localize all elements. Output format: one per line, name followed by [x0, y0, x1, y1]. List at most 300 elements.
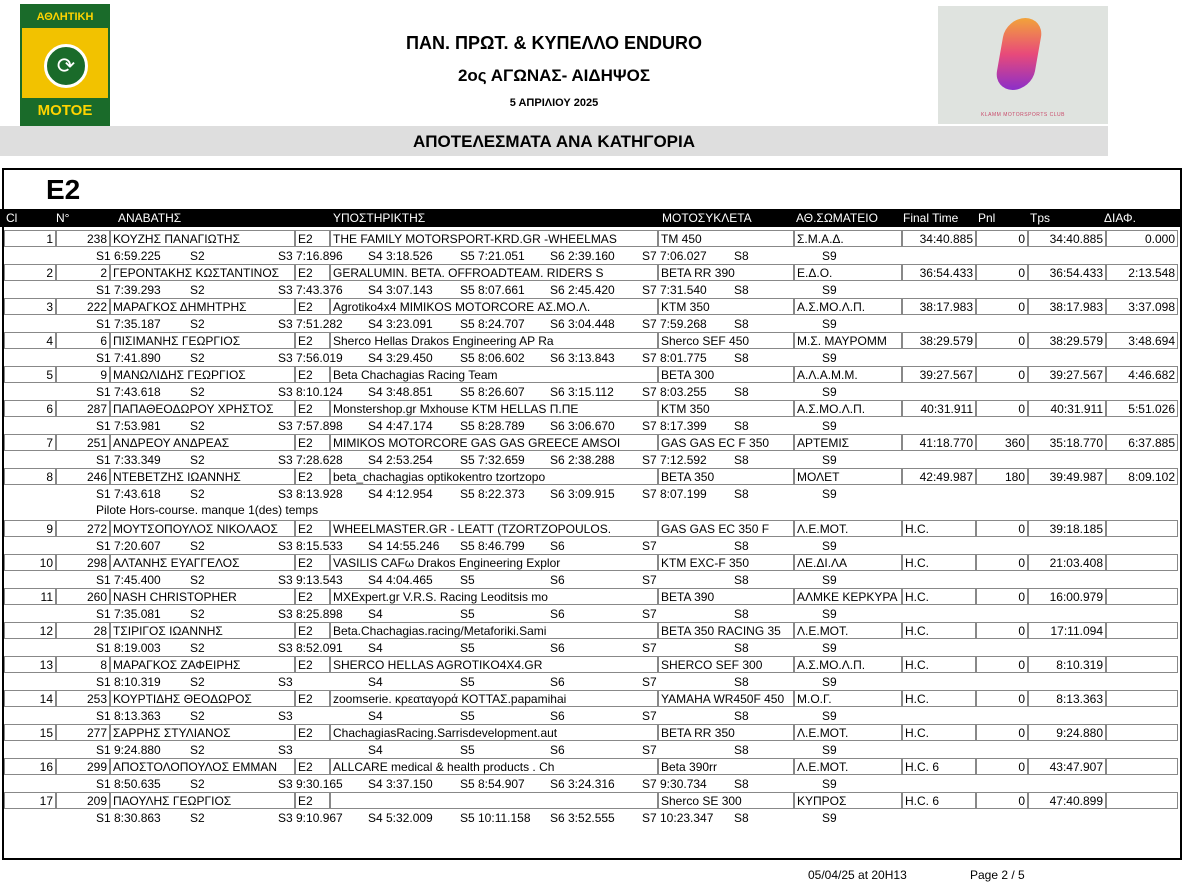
split-time: S2 — [190, 777, 205, 791]
cell-tps: 38:17.983 — [1028, 298, 1106, 315]
cell-rank: 2 — [4, 264, 56, 281]
split-time: S6 — [550, 573, 565, 587]
cell-number: 299 — [56, 758, 110, 775]
cell-class: E2 — [295, 656, 330, 673]
col-club: ΑΘ.ΣΩΜΑΤΕΙΟ — [796, 211, 878, 225]
cell-penalty: 0 — [976, 264, 1028, 281]
cell-tps: 36:54.433 — [1028, 264, 1106, 281]
split-time: S5 8:24.707 — [460, 317, 525, 331]
cell-diff — [1106, 520, 1178, 537]
cell-final-time: 34:40.885 — [902, 230, 976, 247]
split-time: S7 8:03.255 — [642, 385, 707, 399]
split-time: S2 — [190, 487, 205, 501]
cell-penalty: 0 — [976, 690, 1028, 707]
cell-number: 298 — [56, 554, 110, 571]
split-time: S5 — [460, 743, 475, 757]
cell-rider: ΝΤΕΒΕΤΖΗΣ ΙΩΑΝΝΗΣ — [110, 468, 295, 485]
split-time: S4 — [368, 675, 383, 689]
cell-class: E2 — [295, 724, 330, 741]
split-time: S6 3:09.915 — [550, 487, 615, 501]
cell-diff: 5:51.026 — [1106, 400, 1178, 417]
result-row — [0, 758, 1180, 776]
cell-club: Μ.Ο.Γ. — [794, 690, 902, 707]
logo-emblem-icon: ⟳ — [44, 44, 88, 88]
cell-sponsor: Sherco Hellas Drakos Engineering AP Ra — [330, 332, 658, 349]
cell-bike: SHERCO SEF 300 — [658, 656, 794, 673]
result-row — [0, 434, 1180, 452]
split-time: S6 — [550, 675, 565, 689]
result-row — [0, 332, 1180, 350]
split-time: S8 — [734, 249, 749, 263]
split-time: S8 — [734, 607, 749, 621]
cell-penalty: 0 — [976, 366, 1028, 383]
split-time: S2 — [190, 419, 205, 433]
col-tps: Tps — [1030, 211, 1051, 225]
col-diff: ΔΙΑΦ. — [1104, 211, 1136, 225]
cell-bike: BETA 350 RACING 35 — [658, 622, 794, 639]
split-time: S2 — [190, 607, 205, 621]
split-time: S7 — [642, 641, 657, 655]
cell-tps: 39:27.567 — [1028, 366, 1106, 383]
cell-number: 209 — [56, 792, 110, 809]
cell-bike: GAS GAS EC F 350 — [658, 434, 794, 451]
cell-number: 251 — [56, 434, 110, 451]
split-time: S2 — [190, 317, 205, 331]
split-time: S8 — [734, 777, 749, 791]
split-time: S2 — [190, 811, 205, 825]
split-time: S5 7:32.659 — [460, 453, 525, 467]
col-number: N° — [56, 211, 70, 225]
split-time: S9 — [822, 249, 837, 263]
result-row — [0, 520, 1180, 538]
cell-rider: ΜΑΝΩΛΙΔΗΣ ΓΕΩΡΓΙΟΣ — [110, 366, 295, 383]
cell-tps: 35:18.770 — [1028, 434, 1106, 451]
split-time: S9 — [822, 419, 837, 433]
cell-sponsor: Beta Chachagias Racing Team — [330, 366, 658, 383]
cell-rank: 7 — [4, 434, 56, 451]
split-time: S1 7:33.349 — [96, 453, 161, 467]
cell-rank: 16 — [4, 758, 56, 775]
cell-club: ΚΥΠΡΟΣ — [794, 792, 902, 809]
cell-class: E2 — [295, 332, 330, 349]
cell-tps: 8:13.363 — [1028, 690, 1106, 707]
split-time: S4 3:37.150 — [368, 777, 433, 791]
cell-rider: ΜΟΥΤΣΟΠΟΥΛΟΣ ΝΙΚΟΛΑΟΣ — [110, 520, 295, 537]
split-time: S3 7:57.898 — [278, 419, 343, 433]
cell-final-time: 42:49.987 — [902, 468, 976, 485]
split-time: S5 — [460, 573, 475, 587]
cell-club: Α.Σ.ΜΟ.Λ.Π. — [794, 656, 902, 673]
split-times-row — [0, 316, 1180, 332]
cell-final-time: H.C. — [902, 520, 976, 537]
split-time: S5 8:46.799 — [460, 539, 525, 553]
cell-rider: ΠΑΠΑΘΕΟΔΩΡΟΥ ΧΡΗΣΤΟΣ — [110, 400, 295, 417]
cell-penalty: 0 — [976, 656, 1028, 673]
cell-final-time: H.C. 6 — [902, 792, 976, 809]
split-time: S1 7:43.618 — [96, 385, 161, 399]
cell-rank: 9 — [4, 520, 56, 537]
split-times-row — [0, 742, 1180, 758]
col-sponsor: ΥΠΟΣΤΗΡΙΚΤΗΣ — [333, 211, 426, 225]
split-time: S7 — [642, 743, 657, 757]
result-row — [0, 468, 1180, 486]
result-row — [0, 400, 1180, 418]
cell-number: 277 — [56, 724, 110, 741]
split-time: S4 5:32.009 — [368, 811, 433, 825]
split-time: S3 7:16.896 — [278, 249, 343, 263]
result-row — [0, 230, 1180, 248]
split-times-row — [0, 640, 1180, 656]
cell-number: 6 — [56, 332, 110, 349]
split-time: S3 8:52.091 — [278, 641, 343, 655]
split-time: S8 — [734, 743, 749, 757]
cell-number: 2 — [56, 264, 110, 281]
cell-class: E2 — [295, 264, 330, 281]
result-row — [0, 656, 1180, 674]
split-time: S4 — [368, 607, 383, 621]
cell-rider: ΜΑΡΑΓΚΟΣ ΔΗΜΗΤΡΗΣ — [110, 298, 295, 315]
cell-rank: 11 — [4, 588, 56, 605]
split-time: S1 7:39.293 — [96, 283, 161, 297]
cell-penalty: 0 — [976, 400, 1028, 417]
split-time: S9 — [822, 743, 837, 757]
cell-sponsor: VASILIS CAFω Drakos Engineering Explor — [330, 554, 658, 571]
split-time: S6 3:13.843 — [550, 351, 615, 365]
split-time: S4 3:18.526 — [368, 249, 433, 263]
cell-club: Λ.Ε.ΜΟΤ. — [794, 520, 902, 537]
split-time: S5 8:06.602 — [460, 351, 525, 365]
split-time: S2 — [190, 675, 205, 689]
cell-penalty: 180 — [976, 468, 1028, 485]
cell-bike: BETA RR 350 — [658, 724, 794, 741]
result-row — [0, 724, 1180, 742]
cell-final-time: 38:29.579 — [902, 332, 976, 349]
cell-bike: YAMAHA WR450F 450 — [658, 690, 794, 707]
split-time: S9 — [822, 573, 837, 587]
split-times-row — [0, 282, 1180, 298]
result-row — [0, 690, 1180, 708]
split-times-row — [0, 572, 1180, 588]
split-times-row — [0, 452, 1180, 468]
cell-club: ΑΡΤΕΜΙΣ — [794, 434, 902, 451]
cell-rank: 15 — [4, 724, 56, 741]
split-time: S3 8:25.898 — [278, 607, 343, 621]
split-time: S8 — [734, 453, 749, 467]
split-time: S4 4:12.954 — [368, 487, 433, 501]
split-time: S7 — [642, 539, 657, 553]
split-time: S4 14:55.246 — [368, 539, 440, 553]
split-time: S1 7:43.618 — [96, 487, 161, 501]
cell-number: 222 — [56, 298, 110, 315]
cell-rider: NASH CHRISTOPHER — [110, 588, 295, 605]
cell-sponsor — [330, 792, 658, 809]
split-time: S1 7:35.081 — [96, 607, 161, 621]
cell-class: E2 — [295, 792, 330, 809]
split-times-row — [0, 810, 1180, 826]
split-time: S2 — [190, 573, 205, 587]
cell-sponsor: zoomserie. κρεαταγορά ΚΟΤΤΑΣ.papamihai — [330, 690, 658, 707]
split-time: S9 — [822, 777, 837, 791]
split-time: S1 7:45.400 — [96, 573, 161, 587]
cell-club: Λ.Ε.ΜΟΤ. — [794, 622, 902, 639]
cell-final-time: 40:31.911 — [902, 400, 976, 417]
split-time: S7 8:17.399 — [642, 419, 707, 433]
result-row — [0, 366, 1180, 384]
cell-final-time: H.C. — [902, 724, 976, 741]
result-row — [0, 622, 1180, 640]
split-time: S5 — [460, 709, 475, 723]
footer-page-number: Page 2 / 5 — [970, 868, 1025, 882]
cell-final-time: 39:27.567 — [902, 366, 976, 383]
cell-class: E2 — [295, 554, 330, 571]
cell-club: Σ.Μ.Α.Δ. — [794, 230, 902, 247]
category-title: E2 — [46, 174, 81, 205]
cell-final-time: 41:18.770 — [902, 434, 976, 451]
split-times-row — [0, 384, 1180, 400]
split-times-row — [0, 708, 1180, 724]
cell-rank: 8 — [4, 468, 56, 485]
cell-rank: 12 — [4, 622, 56, 639]
split-time: S7 7:59.268 — [642, 317, 707, 331]
cell-diff: 3:37.098 — [1106, 298, 1178, 315]
cell-sponsor: ChachagiasRacing.Sarrisdevelopment.aut — [330, 724, 658, 741]
split-time: S2 — [190, 351, 205, 365]
split-time: S3 — [278, 743, 293, 757]
cell-tps: 38:29.579 — [1028, 332, 1106, 349]
cell-class: E2 — [295, 468, 330, 485]
cell-penalty: 0 — [976, 758, 1028, 775]
split-time: S6 2:38.288 — [550, 453, 615, 467]
cell-bike: KTM 350 — [658, 400, 794, 417]
cell-bike: GAS GAS EC 350 F — [658, 520, 794, 537]
cell-number: 253 — [56, 690, 110, 707]
cell-bike: BETA 300 — [658, 366, 794, 383]
split-time: S9 — [822, 811, 837, 825]
split-time: S2 — [190, 709, 205, 723]
cell-club: Λ.Ε.ΜΟΤ. — [794, 758, 902, 775]
cell-sponsor: MIMIKOS MOTORCORE GAS GAS GREECE AMSOI — [330, 434, 658, 451]
split-time: S1 6:59.225 — [96, 249, 161, 263]
split-time: S2 — [190, 743, 205, 757]
split-times-row — [0, 776, 1180, 792]
cell-rider: ΜΑΡΑΓΚΟΣ ΖΑΦΕΙΡΗΣ — [110, 656, 295, 673]
split-time: S7 — [642, 573, 657, 587]
split-time: S9 — [822, 539, 837, 553]
cell-rider: ΓΕΡΟΝΤΑΚΗΣ ΚΩΣΤΑΝΤΙΝΟΣ — [110, 264, 295, 281]
split-time: S5 10:11.158 — [460, 811, 531, 825]
cell-number: 28 — [56, 622, 110, 639]
cell-diff: 6:37.885 — [1106, 434, 1178, 451]
section-title: ΑΠΟΤΕΛΕΣΜΑΤΑ ΑΝΑ ΚΑΤΗΓΟΡΙΑ — [0, 126, 1108, 156]
split-time: S1 8:19.003 — [96, 641, 161, 655]
cell-diff — [1106, 724, 1178, 741]
cell-bike: Sherco SEF 450 — [658, 332, 794, 349]
split-time: S6 2:39.160 — [550, 249, 615, 263]
split-time: S1 7:53.981 — [96, 419, 161, 433]
club-logo-text: KLAMM MOTORSPORTS CLUB — [981, 112, 1065, 118]
split-time: S3 8:10.124 — [278, 385, 343, 399]
split-time: S8 — [734, 675, 749, 689]
column-header-bar — [0, 209, 1180, 227]
col-final-time: Final Time — [903, 211, 959, 225]
split-time: S2 — [190, 641, 205, 655]
note-row — [0, 502, 1180, 518]
split-time: S7 7:31.540 — [642, 283, 707, 297]
split-time: S4 3:07.143 — [368, 283, 433, 297]
cell-class: E2 — [295, 400, 330, 417]
cell-rider: ΠΑΟΥΛΗΣ ΓΕΩΡΓΙΟΣ — [110, 792, 295, 809]
split-time: S5 — [460, 641, 475, 655]
cell-number: 246 — [56, 468, 110, 485]
footer-timestamp: 05/04/25 at 20H13 — [808, 868, 907, 882]
cell-sponsor: Monstershop.gr Mxhouse KTM HELLAS Π.ΠΕ — [330, 400, 658, 417]
split-time: S9 — [822, 453, 837, 467]
split-time: S8 — [734, 385, 749, 399]
cell-rank: 5 — [4, 366, 56, 383]
split-time: S4 3:48.851 — [368, 385, 433, 399]
split-time: S8 — [734, 317, 749, 331]
split-time: S1 7:35.187 — [96, 317, 161, 331]
cell-sponsor: ALLCARE medical & health products . Ch — [330, 758, 658, 775]
split-time: S3 8:13.928 — [278, 487, 343, 501]
split-time: S5 8:54.907 — [460, 777, 525, 791]
split-time: S7 8:07.199 — [642, 487, 707, 501]
cell-club: ΑΛΜΚΕ ΚΕΡΚΥΡΑ — [794, 588, 902, 605]
cell-sponsor: Beta.Chachagias.racing/Metaforiki.Sami — [330, 622, 658, 639]
split-time: S5 8:28.789 — [460, 419, 525, 433]
cell-bike: Sherco SE 300 — [658, 792, 794, 809]
event-date: 5 ΑΠΡΙΛΙΟΥ 2025 — [509, 97, 599, 109]
split-time: S8 — [734, 487, 749, 501]
split-time: S9 — [822, 641, 837, 655]
cell-tps: 21:03.408 — [1028, 554, 1106, 571]
cell-class: E2 — [295, 434, 330, 451]
event-title: ΠΑΝ. ΠΡΩΤ. & ΚΥΠΕΛΛΟ ENDURO — [406, 33, 702, 53]
cell-rank: 3 — [4, 298, 56, 315]
cell-rider: ΤΣΙΡΙΓΟΣ ΙΩΑΝΝΗΣ — [110, 622, 295, 639]
cell-class: E2 — [295, 622, 330, 639]
split-time: S4 — [368, 709, 383, 723]
cell-club: ΜΟΛΕΤ — [794, 468, 902, 485]
split-time: S9 — [822, 385, 837, 399]
col-penalty: Pnl — [978, 211, 996, 225]
split-time: S4 4:04.465 — [368, 573, 433, 587]
cell-diff: 8:09.102 — [1106, 468, 1178, 485]
split-times-row — [0, 418, 1180, 434]
cell-sponsor: WHEELMASTER.GR - LEATT (TZORTZOPOULOS. — [330, 520, 658, 537]
cell-class: E2 — [295, 366, 330, 383]
cell-number: 287 — [56, 400, 110, 417]
split-time: S5 8:07.661 — [460, 283, 525, 297]
cell-tps: 47:40.899 — [1028, 792, 1106, 809]
split-time: S6 — [550, 607, 565, 621]
split-time: S4 2:53.254 — [368, 453, 433, 467]
cell-final-time: H.C. — [902, 588, 976, 605]
cell-diff — [1106, 622, 1178, 639]
cell-bike: KTM EXC-F 350 — [658, 554, 794, 571]
cell-rider: ΣΑΡΡΗΣ ΣΤΥΛΙΑΝΟΣ — [110, 724, 295, 741]
split-time: S3 7:28.628 — [278, 453, 343, 467]
cell-diff: 2:13.548 — [1106, 264, 1178, 281]
cell-sponsor: Agrotiko4x4 MIMIKOS MOTORCORE ΑΣ.ΜΟ.Λ. — [330, 298, 658, 315]
split-time: S8 — [734, 539, 749, 553]
cell-tps: 17:11.094 — [1028, 622, 1106, 639]
cell-club: Α.Σ.ΜΟ.Λ.Π. — [794, 298, 902, 315]
split-time: S7 9:30.734 — [642, 777, 707, 791]
cell-penalty: 0 — [976, 298, 1028, 315]
split-time: S7 — [642, 675, 657, 689]
split-time: S8 — [734, 709, 749, 723]
split-time: S5 8:22.373 — [460, 487, 525, 501]
split-time: S1 8:10.319 — [96, 675, 161, 689]
split-time: S7 7:12.592 — [642, 453, 707, 467]
cell-penalty: 0 — [976, 588, 1028, 605]
split-times-row — [0, 350, 1180, 366]
split-time: S1 7:20.607 — [96, 539, 161, 553]
cell-diff — [1106, 758, 1178, 775]
split-time: S3 9:13.543 — [278, 573, 343, 587]
split-time: S6 2:45.420 — [550, 283, 615, 297]
result-row — [0, 264, 1180, 282]
cell-diff: 3:48.694 — [1106, 332, 1178, 349]
cell-final-time: 36:54.433 — [902, 264, 976, 281]
cell-number: 8 — [56, 656, 110, 673]
split-time: S2 — [190, 249, 205, 263]
cell-class: E2 — [295, 588, 330, 605]
col-rider: ΑΝΑΒΑΤΗΣ — [118, 211, 182, 225]
split-time: S5 7:21.051 — [460, 249, 525, 263]
cell-bike: TM 450 — [658, 230, 794, 247]
split-time: S1 8:50.635 — [96, 777, 161, 791]
split-time: S3 7:43.376 — [278, 283, 343, 297]
cell-club: Λ.Ε.ΜΟΤ. — [794, 724, 902, 741]
cell-class: E2 — [295, 230, 330, 247]
split-times-row — [0, 248, 1180, 264]
cell-club: Α.Λ.Α.Μ.Μ. — [794, 366, 902, 383]
cell-rider: ΚΟΥΡΤΙΔΗΣ ΘΕΟΔΩΡΟΣ — [110, 690, 295, 707]
cell-penalty: 0 — [976, 622, 1028, 639]
split-time: S9 — [822, 351, 837, 365]
split-times-row — [0, 538, 1180, 554]
split-time: S6 — [550, 743, 565, 757]
cell-tps: 8:10.319 — [1028, 656, 1106, 673]
col-bike: ΜΟΤΟΣΥΚΛΕΤΑ — [662, 211, 752, 225]
logo-left-bottom-text: ΜΟΤΟΕ — [22, 98, 108, 124]
cell-final-time: H.C. — [902, 554, 976, 571]
cell-diff — [1106, 792, 1178, 809]
cell-class: E2 — [295, 690, 330, 707]
split-time: S2 — [190, 453, 205, 467]
cell-sponsor: THE FAMILY MOTORSPORT-KRD.GR -WHEELMAS — [330, 230, 658, 247]
cell-diff — [1106, 554, 1178, 571]
split-time: S3 9:10.967 — [278, 811, 343, 825]
cell-final-time: H.C. — [902, 690, 976, 707]
cell-rank: 10 — [4, 554, 56, 571]
cell-rank: 17 — [4, 792, 56, 809]
cell-penalty: 360 — [976, 434, 1028, 451]
cell-club: Α.Σ.ΜΟ.Λ.Π. — [794, 400, 902, 417]
cell-bike: BETA RR 390 — [658, 264, 794, 281]
cell-penalty: 0 — [976, 520, 1028, 537]
split-time: S8 — [734, 641, 749, 655]
split-time: S7 — [642, 709, 657, 723]
split-time: S8 — [734, 351, 749, 365]
split-time: S8 — [734, 283, 749, 297]
split-time: S2 — [190, 539, 205, 553]
logo-left-top-text: ΑΘΛΗΤΙΚΗ — [22, 6, 108, 28]
split-time: S7 8:01.775 — [642, 351, 707, 365]
cell-sponsor: MXExpert.gr V.R.S. Racing Leoditsis mo — [330, 588, 658, 605]
